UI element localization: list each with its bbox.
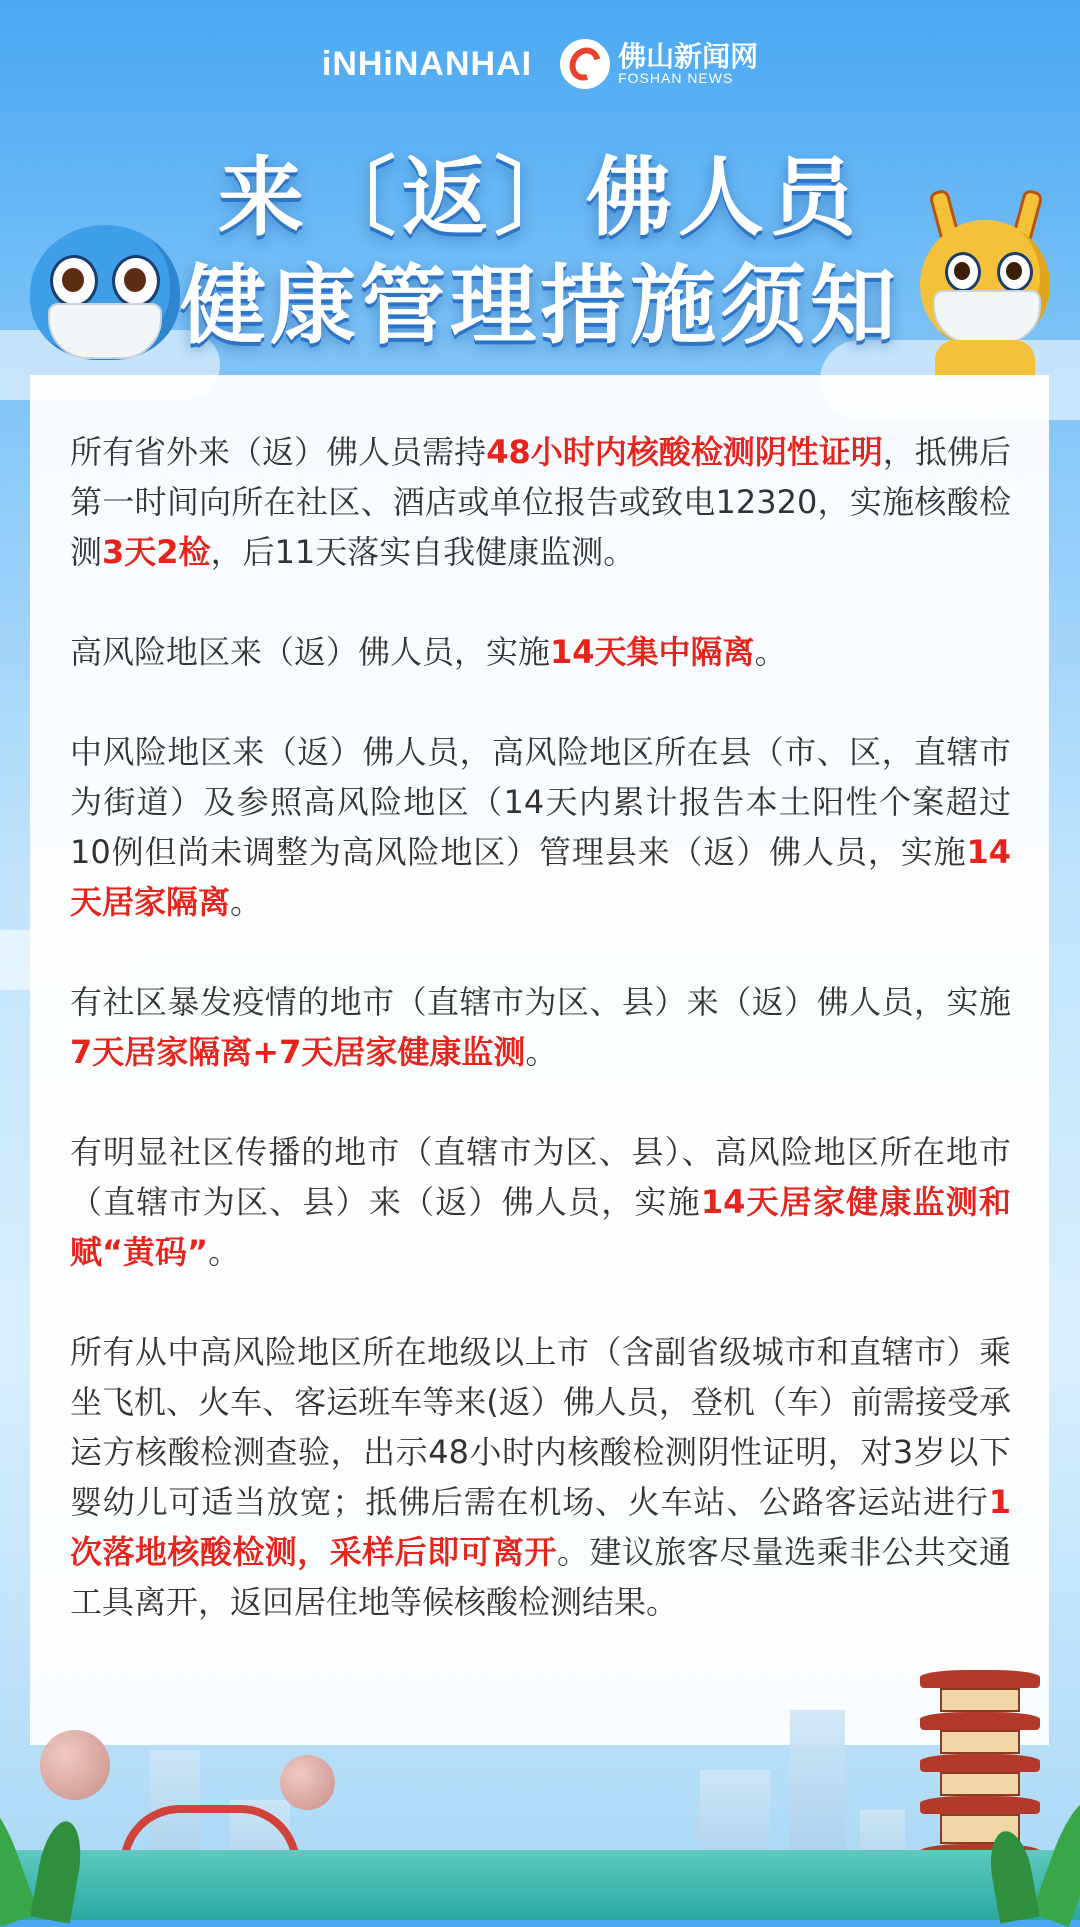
foshan-news-en: FOSHAN NEWS (618, 70, 734, 87)
page-title-line1: 来〔返〕佛人员 (218, 148, 862, 248)
nanhai-logo (322, 45, 532, 84)
city-scenery-illustration (0, 1660, 1080, 1920)
highlight-text: 14天居家隔离 (70, 833, 1011, 921)
highlight-text: 14天集中隔离 (550, 633, 755, 671)
notice-paragraph: 有社区暴发疫情的地市（直辖市为区、县）来（返）佛人员，实施7天居家隔离+7天居家健康监测。 (70, 983, 1011, 1071)
highlight-text: 48小时内核酸检测阴性证明 (486, 433, 883, 471)
nanhai-logo-text: iNHiNANHAI (321, 44, 533, 83)
highlight-text: 7天居家隔离+7天居家健康监测 (70, 1033, 526, 1071)
header-logos (0, 32, 1080, 96)
globe-sculpture-icon (40, 1730, 110, 1800)
foshan-news-emblem-icon (560, 39, 610, 89)
river-ground (0, 1850, 1080, 1920)
highlight-text: 3天2检 (102, 533, 211, 571)
foshan-news-cn: 佛山新闻网 (618, 39, 759, 73)
notice-card (30, 375, 1049, 1745)
dragon-mascot-icon (905, 190, 1065, 375)
page-title-line2: 健康管理措施须知 (180, 256, 900, 356)
blue-mascot-icon (20, 215, 190, 365)
foshan-news-logo (560, 39, 758, 89)
highlight-text: 1次落地核酸检测，采样后即可离开 (70, 1483, 1011, 1571)
highlight-text: 14天居家健康监测和赋“黄码” (70, 1183, 1011, 1271)
globe-sculpture-icon (280, 1755, 335, 1810)
notice-paragraph: 中风险地区来（返）佛人员，高风险地区所在县（市、区，直辖市为街道）及参照高风险地区（14天内累计报告本土阳性个案超过10例但尚未调整为高风险地区）管理县来（返）佛人员，实施14天居家隔离。 (70, 733, 1011, 921)
notice-paragraph: 所有省外来（返）佛人员需持48小时内核酸检测阴性证明，抵佛后第一时间向所在社区、酒店或单位报告或致电12320，实施核酸检测3天2检，后11天落实自我健康监测。 (70, 433, 1011, 571)
notice-paragraph: 高风险地区来（返）佛人员，实施14天集中隔离。 (70, 633, 787, 671)
notice-paragraph: 所有从中高风险地区所在地级以上市（含副省级城市和直辖市）乘坐飞机、火车、客运班车等来(返）佛人员，登机（车）前需接受承运方核酸检测查验，出示48小时内核酸检测阴性证明，对3岁以下婴幼儿可适当放宽；抵佛后需在机场、火车站、公路客运站进行1次落地核酸检测，采样后即可离开。建议旅客尽量选乘非公共交通工具离开，返回居住地等候核酸检测结果。 (70, 1333, 1011, 1621)
notice-paragraph: 有明显社区传播的地市（直辖市为区、县）、高风险地区所在地市（直辖市为区、县）来（返）佛人员，实施14天居家健康监测和赋“黄码”。 (70, 1133, 1011, 1271)
